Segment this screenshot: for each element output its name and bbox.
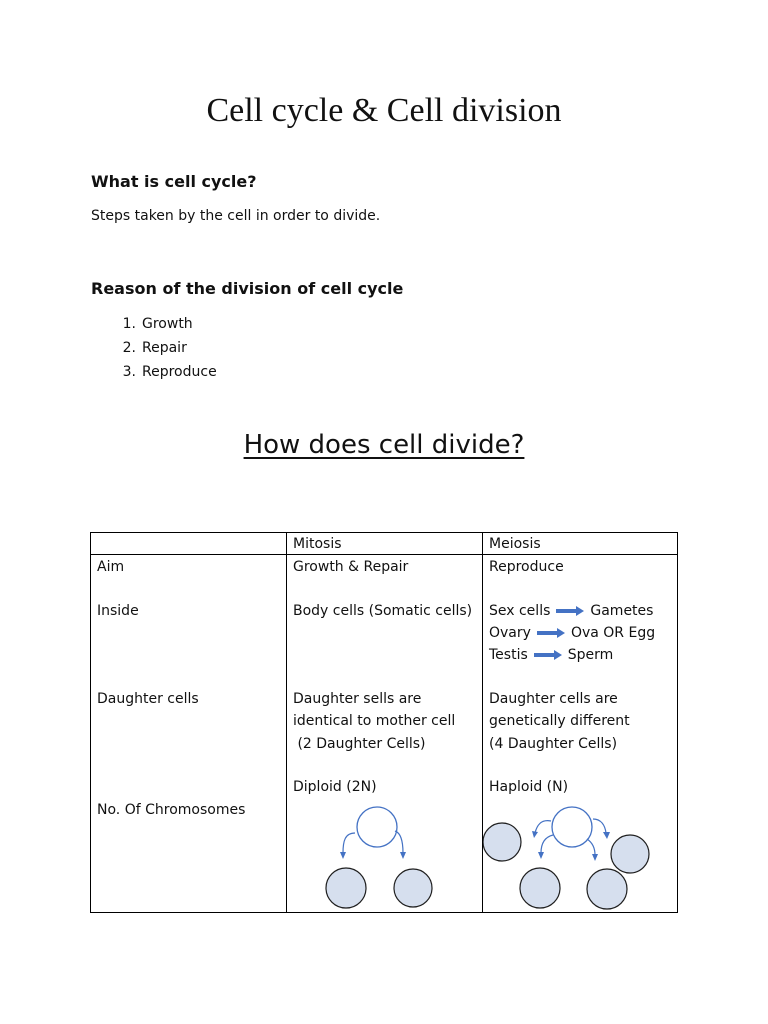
mitosis-daughter-line: identical to mother cell [293, 713, 456, 729]
row-label-inside: Inside [97, 603, 139, 619]
heading-what-is-cell-cycle: What is cell cycle? [91, 172, 257, 191]
comparison-table [90, 532, 678, 913]
page-title: Cell cycle & Cell division [206, 92, 562, 129]
meiosis-daughter-line: Daughter cells are [489, 691, 618, 707]
daughter-cell-icon [587, 869, 627, 909]
right-arrow-icon [537, 628, 565, 638]
mitosis-inside: Body cells (Somatic cells) [293, 603, 473, 619]
section-subtitle: How does cell divide? [243, 430, 525, 460]
row-label-daughter-cells: Daughter cells [97, 691, 199, 707]
meiosis-inside-row: Testis Sperm [489, 647, 614, 663]
heading-reason-of-division: Reason of the division of cell cycle [91, 279, 404, 298]
mitosis-chromosomes: Diploid (2N) [293, 779, 377, 795]
meiosis-inside-row: Ovary Ova OR Egg [489, 625, 656, 641]
mitosis-daughter-line: (2 Daughter Cells) [293, 736, 426, 752]
meiosis-aim: Reproduce [489, 559, 564, 575]
row-label-chromosomes: No. Of Chromosomes [97, 802, 246, 818]
row-label-aim: Aim [97, 559, 125, 575]
cell-cycle-definition: Steps taken by the cell in order to divide. [91, 208, 381, 224]
meiosis-daughter-line: (4 Daughter Cells) [489, 736, 618, 752]
curved-arrow-icon [343, 833, 355, 853]
mitosis-daughter-line: Daughter sells are [293, 691, 422, 707]
right-arrow-icon [534, 650, 562, 660]
list-item: 2. Repair [122, 340, 187, 356]
daughter-cell-icon [394, 869, 432, 907]
mitosis-diagram [287, 803, 482, 913]
right-arrow-icon [556, 606, 584, 616]
header-meiosis: Meiosis [489, 536, 541, 552]
daughter-cell-icon [520, 868, 560, 908]
meiosis-diagram [483, 803, 678, 913]
mother-cell-icon [357, 807, 397, 847]
header-divider [91, 554, 677, 555]
meiosis-chromosomes: Haploid (N) [489, 779, 569, 795]
curved-arrow-icon [535, 821, 551, 833]
mother-cell-icon [552, 807, 592, 847]
daughter-cell-icon [611, 835, 649, 873]
daughter-cell-icon [483, 823, 521, 861]
curved-arrow-icon [541, 835, 553, 853]
reason-list [91, 315, 217, 387]
meiosis-inside-row: Sex cells Gametes [489, 603, 654, 619]
header-mitosis: Mitosis [293, 536, 342, 552]
mitosis-aim: Growth & Repair [293, 559, 409, 575]
curved-arrow-icon [593, 819, 606, 833]
list-item: 3. Reproduce [122, 364, 217, 380]
daughter-cell-icon [326, 868, 366, 908]
meiosis-daughter-line: genetically different [489, 713, 630, 729]
list-item: 1. Growth [122, 316, 193, 332]
curved-arrow-icon [587, 839, 595, 855]
